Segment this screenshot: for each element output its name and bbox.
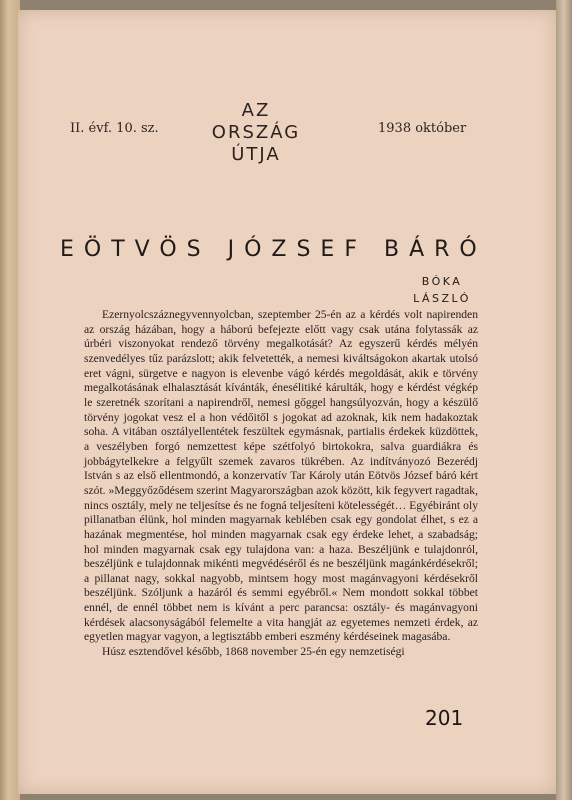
masthead-line: ORSZÁG [211,122,301,143]
author-line: LÁSZLÓ [413,292,471,305]
masthead-line: AZ [241,100,271,121]
issue-number: II. évf. 10. sz. [70,121,159,136]
article-body [84,308,478,660]
article-author [412,273,472,307]
book-spine [0,0,20,800]
journal-masthead [194,100,318,166]
article-title: EÖTVÖS JÓZSEF BÁRÓ [60,237,487,262]
book-page [18,10,556,794]
body-paragraph: Húsz esztendővel később, 1868 november 25-én egy nemzetiségi [102,645,405,659]
issue-date: 1938 október [378,121,467,136]
page-edges [556,0,572,800]
body-paragraph: Ezernyolcszáznegyvennyolcban, szeptember 25-én az a kérdés volt napirenden az ország házában, hogy a háború befejezte előtt vagy csak utána folytassák az úrbéri viszonyokat rendező törvény megalkotását? Az egyszerű kérdés mélyén szenvedélyes tűz parázslott; akik felvetették, a nemesi kiváltságokon akartak utolsó eret vágni, sürgetve e nagyon is elevenbe vágó kérdés megoldását, akik e törvény megalkotásának elhalasztását kívánták, énesélitiké kárulták, hogy e kérdést végkép le szeretnék szorítani a napirendről, nemesi gőggel hangsúlyozván, hogy a készülő törvény jogokat vesz el a hon védőitől s jogokat ad azoknak, kik nem hadakoztak soha. A vitában osztályellentétek feszültek egymásnak, partialis érdekek küzdöttek, a veszélyben forgó nemzettest képe szétfolyó birtokokra, salva guardiákra és jobbágytelkekre a felgyűlt szemek zavaros tükrében. Az indítványozó Bezerédj István s az első ellentmondó, a konzervatív Tar Károly után Eötvös József báró kért szót. »Meggyőződésem szerint Magyarországban azok között, kik fegyvert ragadtak, nincs osztály, mely ne teljesítse és ne fogná teljesíteni kötelességét… Egyébiránt oly pillanatban élünk, hol minden magyarnak keblében csak egy gondolat élhet, s ez a hazának megmentése, hol minden magyarnak csak egy érdeke lehet, a szabadság; hol minden magyarnak csak egy tulajdona van: a haza. Beszéljünk e tulajdonról, beszéljünk e tulajdonnak mikénti megvédéséről és ne beszéljünk magánkérdésekről; a pillanat nagy, sokkal nagyobb, mintsem hogy most magánvagyoni kérdésekről beszéljünk. Szóljunk a hazáról és semmi egyébről.« Nem mondott sokkal többet ennél, de ennél többet nem is kívánt a perc parancsa: osztály- és magánvagyoni kérdések alacsonyságából felemelte a vita hangját az egyetemes nemzeti érdek, az egyetlen magyar vagyon, a legtisztább emberi eszmény kérdéseinek magasába. [84,308,478,644]
page-number: 201 [425,706,464,730]
masthead-line: ÚTJA [231,144,281,165]
author-line: BÓKA [421,275,463,288]
